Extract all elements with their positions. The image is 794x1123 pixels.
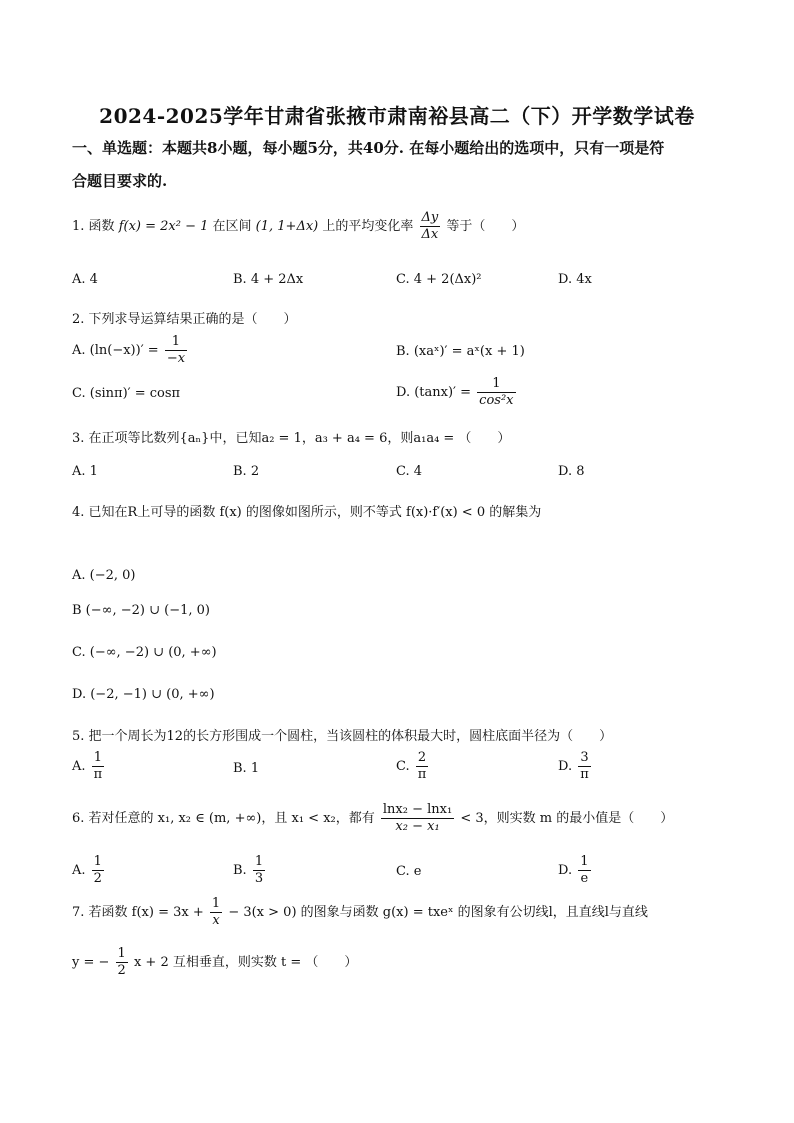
q6-option-c[interactable]: C. e: [396, 864, 422, 879]
q7-line2-fraction: [116, 946, 128, 979]
q5-option-b[interactable]: B. 1: [233, 761, 260, 776]
q7-line2-b: x + 2 互相垂直，则实数 t = （ ）: [133, 955, 358, 970]
q6-a-num: 1: [93, 854, 102, 869]
q5-a-num: 1: [92, 750, 105, 767]
q1-function: f(x) = 2x² − 1: [118, 219, 209, 234]
q5-d-label: D.: [558, 759, 573, 774]
q5-option-d[interactable]: [558, 750, 593, 783]
q1-frac-num: Δy: [421, 210, 439, 225]
q6-d-label: D.: [558, 863, 573, 878]
q7-frac-num: 1: [211, 896, 221, 911]
q2-a-lhs: A. (ln(−x))′ =: [72, 343, 159, 358]
question-3: 3. 在正项等比数列{aₙ}中，已知a₂ = 1，a₃ + a₄ = 6，则a₁a₄ = （ ）: [72, 431, 511, 446]
q6-option-b[interactable]: [233, 854, 267, 887]
q6-frac-den: x₂ − x₁: [395, 819, 440, 834]
q3-option-a[interactable]: A. 1: [72, 464, 98, 479]
q1-option-b[interactable]: B. 4 + 2Δx: [233, 272, 304, 287]
q6-text-2: < 3，则实数 m 的最小值是（ ）: [460, 811, 674, 826]
q1-fraction: [420, 210, 441, 243]
q2-a-num: 1: [165, 334, 187, 351]
q5-a-fraction: [92, 750, 105, 783]
q5-option-c[interactable]: [396, 750, 430, 783]
q1-text-3: 上的平均变化率: [322, 219, 414, 234]
q6-d-fraction: [578, 854, 590, 887]
q6-b-fraction: [253, 854, 265, 887]
q4-option-d[interactable]: D. (−2, −1) ∪ (0, +∞): [72, 687, 215, 702]
q1-option-c[interactable]: C. 4 + 2(Δx)²: [396, 272, 482, 287]
q7-line2-num: 1: [117, 946, 126, 961]
q1-interval: (1, 1+Δx): [255, 219, 319, 234]
question-2: 2. 下列求导运算结果正确的是（ ）: [72, 312, 297, 327]
q1-text-4: 等于（ ）: [446, 219, 525, 234]
q6-fraction: [381, 802, 454, 835]
q5-a-den: π: [93, 767, 103, 782]
q6-a-den: 2: [93, 871, 102, 886]
q6-d-num: 1: [580, 854, 589, 869]
q2-d-num: 1: [477, 376, 515, 393]
section-header: [72, 132, 732, 198]
q2-option-b[interactable]: B. (xaˣ)′ = aˣ(x + 1): [396, 344, 525, 359]
q7-line2-a: y = −: [72, 955, 110, 970]
q6-text-1: 6. 若对任意的 x₁, x₂ ∈ (m, +∞)，且 x₁ < x₂，都有: [72, 811, 375, 826]
q1-text-1: 1. 函数: [72, 219, 115, 234]
q3-option-b[interactable]: B. 2: [233, 464, 260, 479]
q5-c-den: π: [417, 767, 427, 782]
q2-option-a[interactable]: [72, 334, 189, 367]
question-4: 4. 已知在R上可导的函数 f(x) 的图像如图所示，则不等式 f(x)·f′(x) < 0 的解集为: [72, 505, 542, 520]
q7-text-2: − 3(x > 0) 的图象与函数 g(x) = txeˣ 的图象有公切线l，且直线l与直线: [228, 905, 648, 920]
q2-d-fraction: [477, 376, 515, 409]
q5-option-a[interactable]: [72, 750, 106, 783]
section-line-1: 一、单选题：本题共8小题，每小题5分，共40分. 在每小题给出的选项中，只有一项是符: [72, 139, 665, 157]
q2-d-lhs: D. (tanx)′ =: [396, 385, 472, 400]
q6-option-a[interactable]: [72, 854, 106, 887]
q1-option-d[interactable]: D. 4x: [558, 272, 592, 287]
q3-option-d[interactable]: D. 8: [558, 464, 585, 479]
q7-line2-den: 2: [117, 963, 126, 978]
q5-d-den: π: [580, 767, 589, 782]
question-5: 5. 把一个周长为12的长方形围成一个圆柱，当该圆柱的体积最大时，圆柱底面半径为（ ）: [72, 729, 613, 744]
q5-d-fraction: [578, 750, 591, 783]
q2-option-c[interactable]: C. (sinπ)′ = cosπ: [72, 386, 181, 401]
q6-a-fraction: [92, 854, 104, 887]
q2-a-den: −x: [166, 351, 186, 366]
q5-c-label: C.: [396, 759, 410, 774]
question-6: [72, 802, 673, 835]
q4-option-c[interactable]: C. (−∞, −2) ∪ (0, +∞): [72, 645, 217, 660]
q6-option-d[interactable]: [558, 854, 593, 887]
question-7: [72, 896, 648, 929]
q3-option-c[interactable]: C. 4: [396, 464, 423, 479]
q2-a-fraction: [165, 334, 187, 367]
q6-a-label: A.: [72, 863, 86, 878]
q7-fraction: [210, 896, 222, 929]
q2-option-d[interactable]: [396, 376, 518, 409]
q6-frac-num: lnx₂ − lnx₁: [382, 802, 453, 817]
section-line-2: 合题目要求的.: [72, 172, 168, 190]
q6-b-den: 3: [254, 871, 264, 886]
q5-c-num: 2: [416, 750, 429, 767]
q4-option-b[interactable]: B (−∞, −2) ∪ (−1, 0): [72, 603, 210, 618]
q4-option-a[interactable]: A. (−2, 0): [72, 568, 136, 583]
q5-d-num: 3: [578, 750, 591, 767]
q5-a-label: A.: [72, 759, 86, 774]
q6-b-label: B.: [233, 863, 247, 878]
q5-c-fraction: [416, 750, 429, 783]
page-title: 2024-2025学年甘肃省张掖市肃南裕县高二（下）开学数学试卷: [99, 104, 695, 128]
q6-d-den: e: [580, 871, 589, 886]
q2-d-den: cos²x: [479, 393, 514, 408]
question-1: [72, 210, 524, 243]
q7-text-1: 7. 若函数 f(x) = 3x +: [72, 905, 204, 920]
q6-b-num: 1: [254, 854, 264, 869]
q1-text-2: 在区间: [212, 219, 252, 234]
q1-option-a[interactable]: A. 4: [72, 272, 98, 287]
q7-frac-den: x: [212, 913, 220, 928]
q1-frac-den: Δx: [421, 227, 439, 242]
question-7-line-2: [72, 946, 357, 979]
